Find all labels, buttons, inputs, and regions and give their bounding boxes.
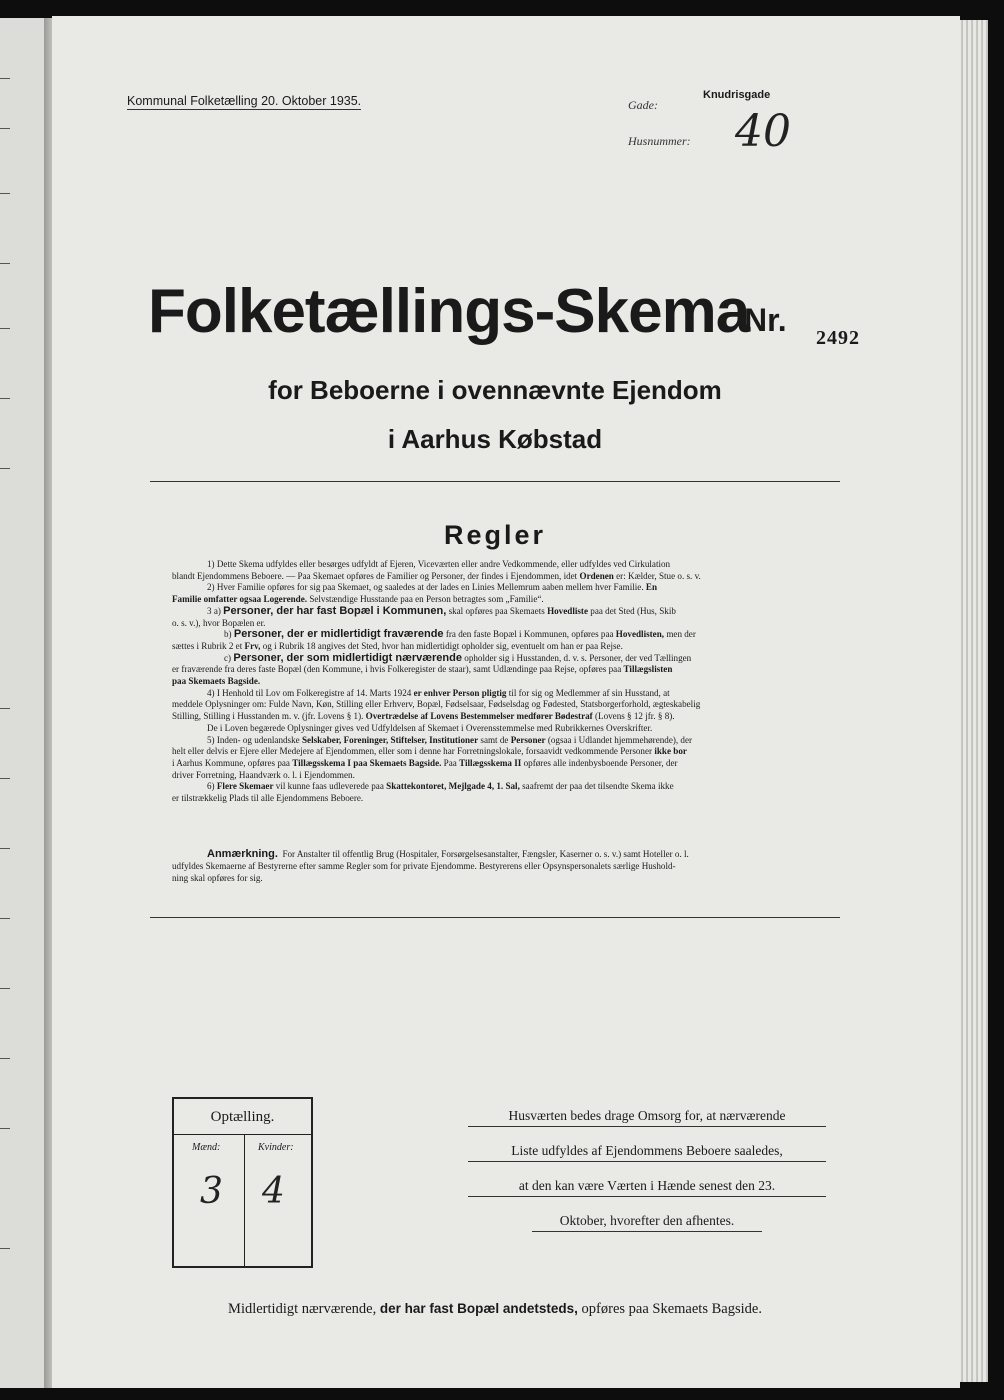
- margin-mark: [0, 1058, 10, 1059]
- remark-block: [172, 848, 818, 885]
- rule-line: Familie omfatter ogsaa Logerende. Selvstændige Husstande paa en Person betragtes som „Familie“.: [172, 594, 544, 605]
- notice-line: Liste udfyldes af Ejendommens Beboere saaledes,: [468, 1143, 826, 1162]
- rule-line: 3 a) Personer, der har fast Bopæl i Kommunen, skal opføres paa Skemaets Hovedliste paa det Sted (Hus, Skib: [207, 604, 676, 617]
- women-count-handwritten: 4: [262, 1171, 285, 1212]
- rule-line: er fraværende fra deres faste Bopæl (den Kommune, i hvis Folkeregister de staar), samt Udlændinge paa Rejse, opføres paa Tillægslisten: [172, 664, 673, 675]
- rule-line: o. s. v.), hvor Bopælen er.: [172, 617, 266, 628]
- men-count-handwritten: 3: [200, 1171, 223, 1212]
- men-label: Mænd:: [192, 1142, 221, 1153]
- form-location: i Aarhus Købstad: [387, 424, 603, 454]
- rule-line: b) Personer, der er midlertidigt fraværende fra den faste Bopæl i Kommunen, opføres paa Hovedlisten, men der: [224, 628, 696, 641]
- notice-line: Husværten bedes drage Omsorg for, at nærværende: [468, 1108, 826, 1127]
- margin-mark: [0, 708, 10, 709]
- women-label: Kvinder:: [258, 1142, 294, 1153]
- rule-line: c) Personer, der som midlertidigt nærværende opholder sig i Husstanden, d. v. s. Personer, der ved Tællingen: [224, 651, 692, 664]
- form-number-value: 2492: [816, 327, 860, 349]
- margin-mark: [0, 988, 10, 989]
- margin-mark: [0, 468, 10, 469]
- rule-line: 5) Inden- og udenlandske Selskaber, Foreninger, Stiftelser, Institutioner samt de Personer (ogsaa i Udlandet hjemmehørende), der: [207, 734, 693, 745]
- remark-label: Anmærkning.: [207, 848, 278, 860]
- census-header: Kommunal Folketælling 20. Oktober 1935.: [127, 94, 362, 108]
- margin-mark: [0, 918, 10, 919]
- rule-line: blandt Ejendommens Beboere. — Paa Skemaet opføres de Familier og Personer, der findes i Ejendommen, idet Ordenen er: Kælder, Stue o. s. v.: [172, 570, 701, 581]
- divider: [150, 481, 840, 482]
- margin-mark: [0, 848, 10, 849]
- form-subtitle: for Beboerne i ovennævnte Ejendom: [268, 375, 722, 405]
- rule-line: helt eller delvis er Ejere eller Medejere af Ejendommen, eller som i denne har Forretningslokale, forsaavidt vedkommende Personer ikke bor: [172, 746, 687, 757]
- margin-mark: [0, 778, 10, 779]
- adjacent-page-edge: [0, 18, 50, 1388]
- house-number-label: Husnummer:: [628, 134, 691, 148]
- rule-line: meddele Oplysninger om: Fulde Navn, Køn, Stilling eller Erhverv, Bopæl, Fødselsaar, Fødselsdag og Fødested, Statsborgerforhold, ægteskabelig: [172, 699, 701, 710]
- margin-mark: [0, 263, 10, 264]
- margin-mark: [0, 328, 10, 329]
- footer-note: Midlertidigt nærværende, der har fast Bopæl andetsteds, opføres paa Skemaets Bagside.: [228, 1301, 762, 1317]
- margin-mark: [0, 128, 10, 129]
- notice-line: at den kan være Værten i Hænde senest den 23.: [468, 1178, 826, 1197]
- rule-line: i Aarhus Kommune, opføres paa Tillægsskema I paa Skemaets Bagside. Paa Tillægsskema II opføres alle indenbysboende Personer, der: [172, 757, 678, 768]
- rule-line: paa Skemaets Bagside.: [172, 676, 261, 687]
- street-label: Gade:: [628, 98, 658, 112]
- rule-line: driver Forretning, Haandværk o. l. i Ejendommen.: [172, 769, 355, 780]
- street-value: Knudrisgade: [703, 89, 771, 101]
- remark-line: udfyldes Skemaerne af Bestyrerne efter samme Regler som for private Ejendomme. Bestyrerens eller Opsynspersonalets særlige Hushold-: [172, 861, 676, 872]
- divider: [150, 917, 840, 918]
- notice-line: Oktober, hvorefter den afhentes.: [532, 1213, 762, 1232]
- margin-mark: [0, 193, 10, 194]
- rule-line: 6) Flere Skemaer vil kunne faas udleverede paa Skattekontoret, Mejlgade 4, 1. Sal, saafremt der paa det tilsendte Skema ikke: [207, 781, 674, 792]
- form-title: Folketællings-Skema: [148, 277, 750, 346]
- rule-line: 1) Dette Skema udfyldes eller besørges udfyldt af Ejeren, Viceværten eller andre Vedkommende, eller udfyldes ved Cirkulation: [207, 559, 671, 569]
- margin-mark: [0, 398, 10, 399]
- remark-line: ning skal opføres for sig.: [172, 873, 263, 884]
- rule-line: 2) Hver Familie opføres for sig paa Skemaet, og saaledes at der lades en Linies Mellemrum aaben mellem hver Familie. En: [207, 582, 658, 593]
- rule-line: Stilling, Stilling i Husstanden m. v. (jfr. Lovens § 1). Overtrædelse af Lovens Bestemmelser medfører Bødestraf (Lovens § 12 jfr. § 8).: [172, 711, 675, 722]
- rules-heading: Regler: [443, 520, 547, 550]
- rule-line: De i Loven begærede Oplysninger gives ved Udfyldelsen af Skemaet i Overensstemmelse med Rubrikkernes Overskrifter.: [207, 722, 653, 733]
- rule-line: 4) I Henhold til Lov om Folkeregistre af 14. Marts 1924 er enhver Person pligtig til for sig og Medlemmer af sin Husstand, at: [207, 687, 670, 698]
- margin-mark: [0, 78, 10, 79]
- count-divider: [174, 1134, 311, 1135]
- rules-body: [172, 559, 818, 805]
- count-title: Optælling.: [210, 1109, 275, 1125]
- house-number-handwritten: 40: [735, 106, 791, 157]
- form-number-label: Nr.: [744, 302, 787, 338]
- margin-mark: [0, 1248, 10, 1249]
- rule-line: sættes i Rubrik 2 et Frv, og i Rubrik 18 angives det Sted, hvor han midlertidigt opholder sig, eventuelt om han er paa Rejse.: [172, 640, 623, 651]
- count-divider: [244, 1134, 245, 1268]
- count-box: [172, 1097, 313, 1268]
- margin-mark: [0, 1128, 10, 1129]
- rule-line: er tilstrækkelig Plads til alle Ejendommens Beboere.: [172, 793, 364, 804]
- remark-line: Anmærkning. For Anstalter til offentlig Brug (Hospitaler, Forsørgelsesanstalter, Fængsler, Kaserner o. s. v.) samt Hoteller o. l.: [207, 848, 689, 860]
